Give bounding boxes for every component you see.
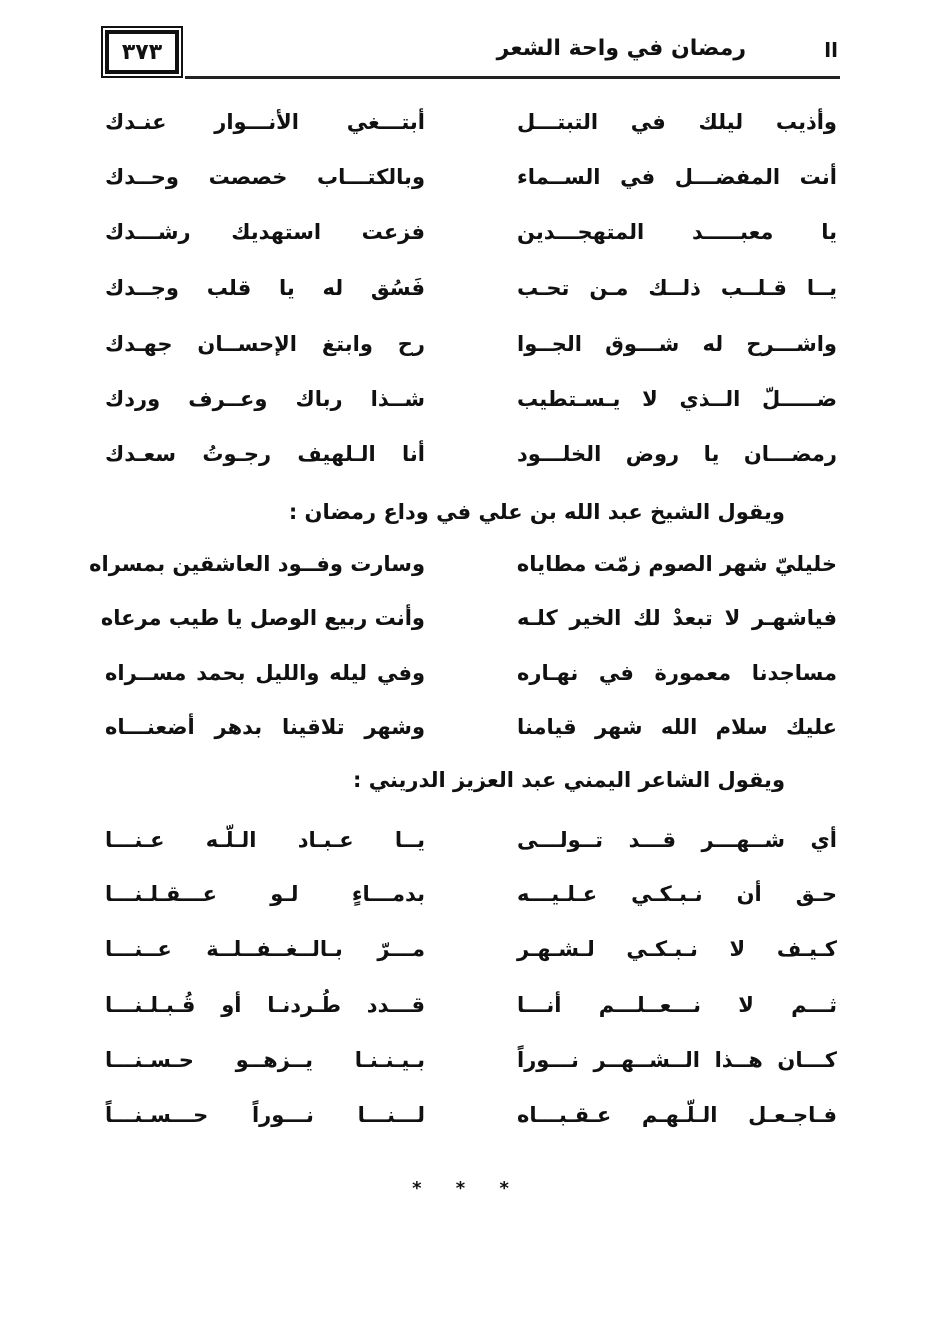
verse-first-hemistich: يا معبـــــد المتهجـــدين bbox=[517, 220, 837, 244]
verse-second-hemistich: لـــنـــا نـــوراً حـــسـنـــاً bbox=[105, 1103, 425, 1127]
verse-line bbox=[105, 661, 837, 701]
verse-second-hemistich: مـــرّ بـالــغــفــلــة عــنـــا bbox=[105, 937, 425, 961]
page-number: ٣٧٣ bbox=[105, 30, 179, 74]
verse-first-hemistich: كـــان هــذا الــشــهــر نـــوراً bbox=[517, 1048, 837, 1072]
verse-second-hemistich: قـــدد طُـردنـا أو قُـبـلـنـــا bbox=[105, 993, 425, 1017]
verse-second-hemistich: فَسُق له يا قلب وجــدك bbox=[105, 276, 425, 300]
verse-second-hemistich: رح وابتغ الإحســان جهـدك bbox=[105, 332, 425, 356]
verse-first-hemistich: كـيـف لا نـبـكـي لـشـهـر bbox=[517, 937, 837, 961]
verse-first-hemistich: عليك سلام الله شهر قيامنا bbox=[517, 715, 837, 739]
verse-line bbox=[100, 606, 837, 646]
verse-second-hemistich: وسارت وفــود العاشقين بمسراه bbox=[89, 552, 425, 576]
verse-first-hemistich: أنت المفضـــل في الســماء bbox=[517, 165, 837, 189]
verse-first-hemistich: فـاجـعـل الـلّـهـم عـقـبـــاه bbox=[517, 1103, 837, 1127]
verse-line bbox=[105, 332, 837, 372]
verse-first-hemistich: مساجدنا معمورة في نهـاره bbox=[517, 661, 837, 685]
verse-second-hemistich: وشهر تلاقينا بدهر أضعنـــاه bbox=[105, 715, 425, 739]
verse-first-hemistich: واشـــرح له شـــوق الجــوا bbox=[517, 332, 837, 356]
verse-line bbox=[105, 276, 837, 316]
verse-line bbox=[105, 882, 837, 922]
verse-second-hemistich: وبالكتـــاب خصصت وحــدك bbox=[105, 165, 425, 189]
verse-second-hemistich: بدمـــاءٍ لـو عـــقـلـنـــا bbox=[105, 882, 425, 906]
verse-first-hemistich: ضـــــلّ الــذي لا يـسـتطيب bbox=[517, 387, 837, 411]
verse-first-hemistich: فياشهـر لا تبعدْ لك الخير كلـه bbox=[517, 606, 837, 630]
verse-line bbox=[105, 715, 837, 755]
verse-second-hemistich: وأنت ربيع الوصل يا طيب مرعاه bbox=[100, 606, 425, 630]
verse-first-hemistich: خليليّ شهر الصوم زمّت مطاياه bbox=[516, 552, 837, 576]
header-mark: اا bbox=[824, 38, 838, 62]
running-title: رمضان في واحة الشعر bbox=[496, 36, 746, 61]
verse-second-hemistich: أنا الـلهيف رجـوتُ سعـدك bbox=[105, 442, 425, 466]
verse-line bbox=[105, 937, 837, 977]
header-rule bbox=[185, 76, 840, 79]
verse-second-hemistich: بـيـنـنـا يــزهــو حـسـنـــا bbox=[105, 1048, 425, 1072]
verse-line bbox=[105, 220, 837, 260]
verse-line bbox=[105, 828, 837, 868]
verse-first-hemistich: يــا قـلــب ذلــك مـن تحـب bbox=[517, 276, 837, 300]
verse-first-hemistich: أي شــهـــر قـــد تــولـــى bbox=[517, 828, 837, 852]
verse-second-hemistich: فزعت استهديك رشـــدك bbox=[105, 220, 425, 244]
verse-second-hemistich: وفي ليله والليل بحمد مســراه bbox=[105, 661, 425, 685]
verse-line bbox=[105, 1048, 837, 1088]
verse-line bbox=[105, 1103, 837, 1143]
verse-line bbox=[105, 993, 837, 1033]
verse-second-hemistich: شــذا رباك وعــرف وردك bbox=[105, 387, 425, 411]
verse-first-hemistich: ثـــم لا نـــعــلـــم أنـــا bbox=[517, 993, 837, 1017]
verse-first-hemistich: حـق أن نـبـكـي عـلـيـــه bbox=[517, 882, 837, 906]
verse-second-hemistich: أبتـــغي الأنـــوار عنـدك bbox=[105, 110, 425, 134]
intro-line: ويقول الشيخ عبد الله بن علي في وداع رمضان : bbox=[288, 500, 785, 524]
verse-first-hemistich: وأذيب ليلك في التبتـــل bbox=[517, 110, 837, 134]
verse-line bbox=[105, 442, 837, 482]
intro-line: ويقول الشاعر اليمني عبد العزيز الدريني : bbox=[352, 768, 785, 792]
page-header bbox=[105, 26, 840, 80]
verse-first-hemistich: رمضـــان يا روض الخلـــود bbox=[517, 442, 837, 466]
verse-line bbox=[89, 552, 837, 592]
verse-line bbox=[105, 387, 837, 427]
section-end-stars: * * * bbox=[412, 1178, 523, 1199]
verse-line bbox=[105, 165, 837, 205]
verse-line bbox=[105, 110, 837, 150]
verse-second-hemistich: يــا عـبـاد الـلّـه عـنـــا bbox=[105, 828, 425, 852]
